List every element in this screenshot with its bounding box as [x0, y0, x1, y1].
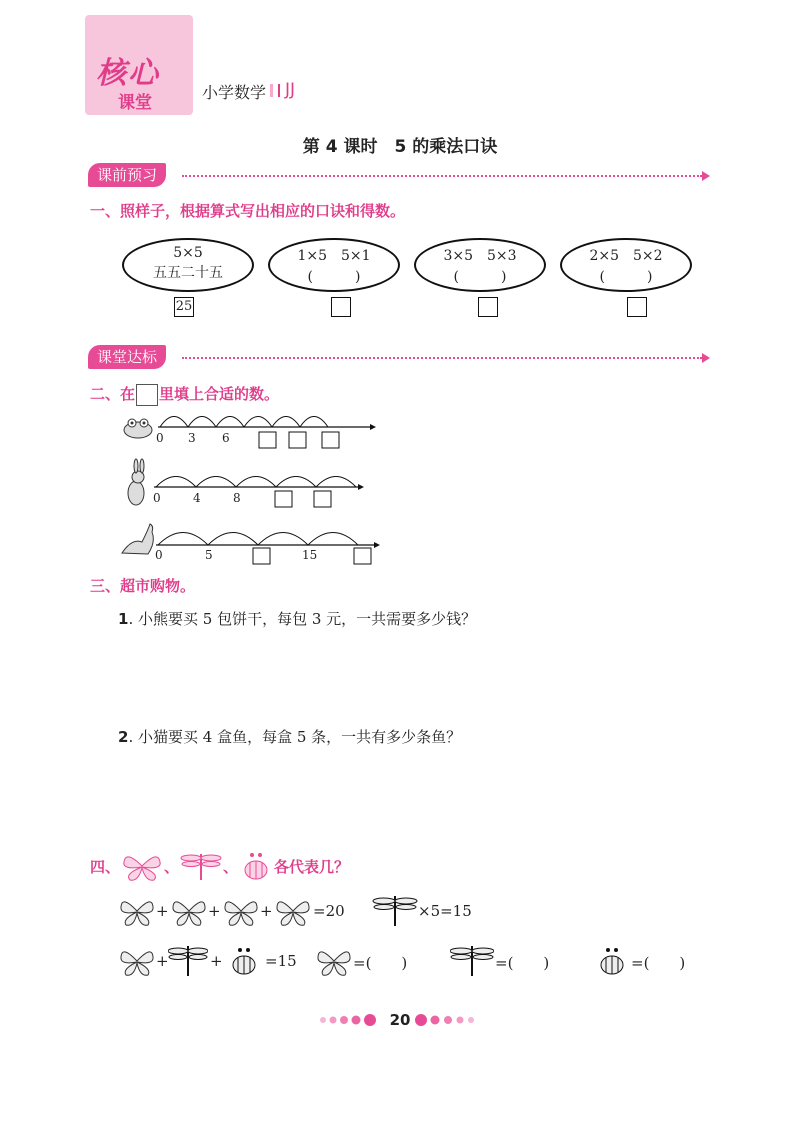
formula-expression: 5×5	[173, 245, 203, 261]
plus-sign: +	[260, 902, 273, 920]
number-line-blank[interactable]	[275, 491, 292, 507]
heading-separator: 、	[223, 857, 239, 876]
blank-box-icon	[136, 384, 158, 406]
bee-icon	[238, 850, 274, 882]
tick-label: 8	[233, 491, 241, 505]
dragonfly-answer-blank[interactable]: =( )	[495, 954, 550, 972]
tick-label: 3	[188, 431, 196, 445]
butterfly-icon	[222, 895, 260, 927]
formula-expression: 3×5 5×3	[443, 248, 517, 264]
header-separator	[270, 84, 280, 97]
dragonfly-icon	[450, 943, 494, 977]
butterfly-icon	[274, 895, 312, 927]
formula-oval	[560, 238, 692, 292]
question-3-heading: 三、超市购物。	[90, 577, 196, 595]
formula-expression: 2×5 5×2	[589, 248, 663, 264]
rabbit-icon	[128, 459, 144, 505]
answer-box[interactable]	[627, 297, 647, 317]
butterfly-answer-blank[interactable]: =( )	[353, 954, 408, 972]
butterfly-icon	[315, 945, 353, 977]
number-line-blank[interactable]	[354, 548, 371, 564]
equation-1-result: =20	[313, 902, 345, 920]
question-4-heading-post: 各代表几？	[274, 857, 350, 876]
formula-rhyme-blank[interactable]: ( )	[453, 269, 507, 285]
question-2-heading-pre: 二、在	[90, 385, 136, 403]
answer-box: 25	[174, 297, 194, 317]
tick-label: 15	[302, 548, 318, 562]
logo-text-top: 核心	[96, 56, 160, 91]
tick-label: 0	[153, 491, 161, 505]
heading-separator: 、	[164, 857, 180, 876]
question-4-heading-pre: 四、	[90, 857, 121, 876]
butterfly-icon	[120, 850, 164, 882]
plus-sign: +	[156, 902, 169, 920]
dragonfly-icon	[179, 850, 223, 882]
divider-arrow-icon	[702, 353, 710, 363]
frog-icon	[124, 419, 152, 438]
dragonfly-icon	[372, 893, 418, 927]
number-line-blank[interactable]	[314, 491, 331, 507]
page-dots-right-icon	[413, 1013, 479, 1027]
formula-expression: 1×5 5×1	[297, 248, 371, 264]
question-4-heading	[90, 850, 349, 882]
lesson-title: 第 4 课时 5 的乘法口诀	[302, 137, 498, 157]
section-tag-preview: 课前预习	[88, 163, 166, 187]
formula-rhyme: 五五二十五	[153, 265, 223, 281]
equation-2-tail: ×5=15	[418, 902, 472, 920]
equation-3-result: =15	[265, 952, 297, 970]
bee-answer-blank[interactable]: =( )	[631, 954, 686, 972]
butterfly-icon	[118, 895, 156, 927]
number-line-blank[interactable]	[289, 432, 306, 448]
header-edition: JJ	[285, 80, 296, 100]
kangaroo-icon	[122, 524, 153, 554]
formula-oval	[414, 238, 546, 292]
question-1-heading: 一、照样子，根据算式写出相应的口诀和得数。	[90, 202, 406, 220]
word-problem-1: 1. 小熊要买 5 包饼干，每包 3 元，一共需要多少钱？	[118, 610, 477, 628]
logo-text-bottom: 课堂	[118, 93, 152, 113]
section-divider	[182, 357, 702, 359]
problem-number: 2	[118, 728, 129, 746]
answer-box[interactable]	[331, 297, 351, 317]
butterfly-icon	[118, 945, 156, 977]
number-line-rabbit	[128, 459, 364, 507]
question-2-heading	[90, 383, 279, 406]
problem-text: 小猫要买 4 盒鱼，每盒 5 条，一共有多少条鱼？	[137, 728, 462, 746]
dragonfly-icon	[168, 943, 208, 977]
number-line-blank[interactable]	[259, 432, 276, 448]
section-tag-classwork: 课堂达标	[88, 345, 166, 369]
divider-arrow-icon	[702, 171, 710, 181]
formula-rhyme-blank[interactable]: ( )	[599, 269, 653, 285]
tick-label: 0	[155, 548, 163, 562]
problem-text: 小熊要买 5 包饼干，每包 3 元，一共需要多少钱？	[137, 610, 477, 628]
butterfly-icon	[170, 895, 208, 927]
bee-icon	[594, 945, 630, 977]
answer-box[interactable]	[478, 297, 498, 317]
formula-rhyme-blank[interactable]: ( )	[307, 269, 361, 285]
plus-sign: +	[156, 952, 169, 970]
plus-sign: +	[210, 952, 223, 970]
question-2-heading-post: 里填上合适的数。	[159, 385, 280, 403]
tick-label: 5	[205, 548, 213, 562]
plus-sign: +	[208, 902, 221, 920]
tick-label: 4	[193, 491, 201, 505]
header-subject: 小学数学	[202, 83, 267, 102]
formula-oval	[268, 238, 400, 292]
bee-icon	[226, 945, 262, 977]
section-divider	[182, 175, 702, 177]
number-line-blank[interactable]	[322, 432, 339, 448]
number-line-blank[interactable]	[253, 548, 270, 564]
tick-label: 6	[222, 431, 230, 445]
word-problem-2: 2. 小猫要买 4 盒鱼，每盒 5 条，一共有多少条鱼？	[118, 728, 462, 746]
problem-number: 1	[118, 610, 129, 628]
formula-oval	[122, 238, 254, 292]
page-number: 20	[389, 1011, 411, 1029]
tick-label: 0	[156, 431, 164, 445]
